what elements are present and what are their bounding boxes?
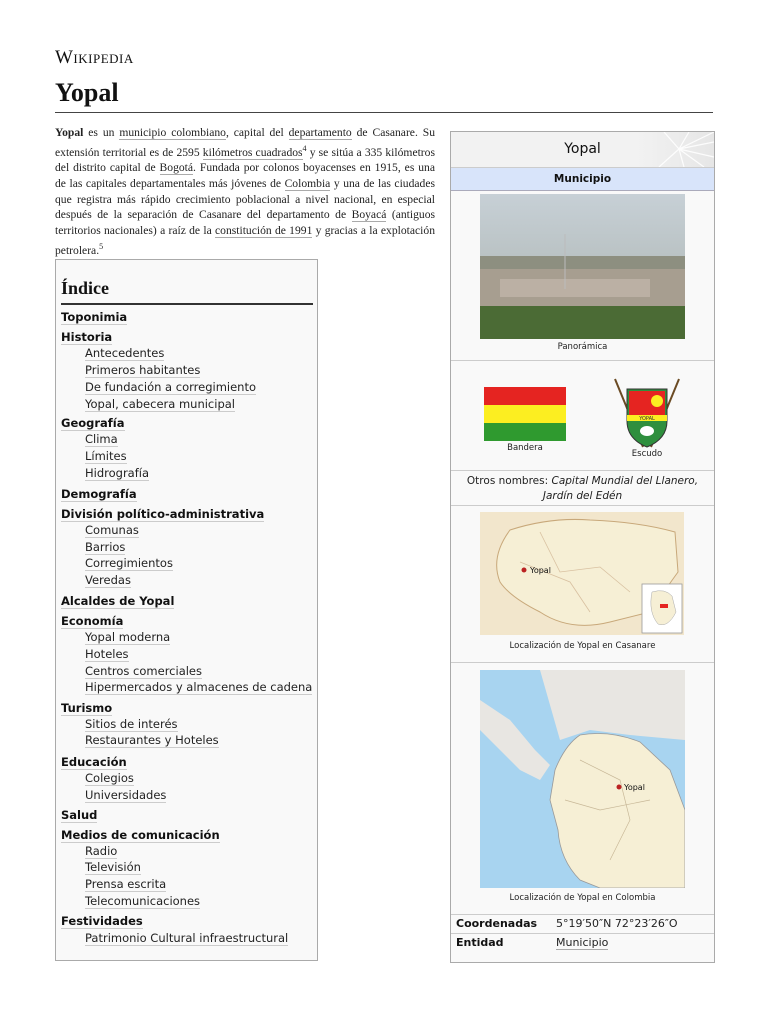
map2-marker-label: Yopal — [624, 783, 645, 792]
other-names-value-2: Jardín del Edén — [542, 490, 623, 502]
reference-4[interactable]: 4 — [302, 143, 307, 153]
intro-text: es un — [83, 126, 120, 139]
toc-item-barrios[interactable]: Barrios — [85, 540, 126, 554]
toc-item-patrimonio-cultural-infraestructural[interactable]: Patrimonio Cultural infraestructural — [85, 931, 289, 945]
link-kilometros-cuadrados[interactable]: kilómetros cuadrados — [202, 145, 303, 159]
toc-item-toponimia[interactable]: Toponimia — [61, 310, 128, 324]
toc-item-radio[interactable]: Radio — [85, 844, 118, 858]
other-names — [451, 474, 714, 504]
shield-image[interactable] — [613, 377, 681, 450]
toc-divider — [61, 303, 313, 305]
coordinates-value[interactable]: 5°19′50″N 72°23′26″O — [556, 917, 678, 930]
panorama-image[interactable] — [480, 194, 685, 339]
toc-item-educacion[interactable]: Educación — [61, 755, 127, 769]
toc-item-salud[interactable]: Salud — [61, 808, 98, 822]
toc-item-primeros-habitantes[interactable]: Primeros habitantes — [85, 363, 201, 377]
intro-text: de Casanare. Su extensión territorial es de 2595 — [55, 126, 435, 159]
reference-5[interactable]: 5 — [99, 241, 104, 251]
shield-text: YOPAL — [639, 416, 655, 422]
toc-item-hoteles[interactable]: Hoteles — [85, 647, 129, 661]
toc-item-limites[interactable]: Límites — [85, 449, 127, 463]
toc-item-medios-de-comunicacion[interactable]: Medios de comunicación — [61, 828, 220, 842]
map1-caption: Localización de Yopal en Casanare — [509, 641, 656, 651]
toc-item-comunas[interactable]: Comunas — [85, 523, 139, 537]
intro-text: y una de las ciudades que registra más rápido crecimiento poblacional a nivel nacional, en especial después de la separación de Casanare del departamento de — [55, 176, 435, 222]
toc-item-hipermercados-y-almacenes-de-cadena[interactable]: Hipermercados y almacenes de cadena — [85, 680, 313, 694]
infobox-separator — [451, 933, 714, 934]
intro-paragraph — [55, 125, 435, 258]
link-municipio[interactable]: municipio colombiano — [119, 126, 226, 139]
map1-marker-label: Yopal — [530, 566, 551, 575]
intro-text: (antiguos territorios nacionales) a raíz de la — [55, 208, 436, 238]
yopal-marker — [617, 785, 622, 790]
toc-item-universidades[interactable]: Universidades — [85, 788, 167, 802]
toc-item-antecedentes[interactable]: Antecedentes — [85, 346, 165, 360]
toc-item-yopal-cabecera-municipal[interactable]: Yopal, cabecera municipal — [85, 397, 235, 411]
link-bogota[interactable]: Bogotá — [159, 161, 194, 175]
toc-item-division-politico-administrativa[interactable]: División político-administrativa — [61, 507, 265, 521]
coordinates-label: Coordenadas — [456, 917, 538, 930]
toc-item-television[interactable]: Televisión — [85, 860, 141, 874]
yopal-marker — [522, 568, 527, 573]
toc-item-demografia[interactable]: Demografía — [61, 487, 137, 501]
intro-text: y gracias a la explotación petrolera. — [55, 224, 435, 257]
toc-item-de-fundacion-a-corregimiento[interactable]: De fundación a corregimiento — [85, 380, 256, 394]
infobox-separator — [451, 662, 714, 663]
toc-item-hidrografia[interactable]: Hidrografía — [85, 466, 150, 480]
toc-item-alcaldes-de-yopal[interactable]: Alcaldes de Yopal — [61, 594, 175, 608]
flag-image[interactable] — [484, 387, 566, 441]
toc-item-historia[interactable]: Historia — [61, 330, 113, 344]
infobox-title — [451, 132, 714, 168]
toc-item-sitios-de-interes[interactable]: Sitios de interés — [85, 717, 178, 731]
shield-caption: Escudo — [631, 449, 663, 459]
toc-item-economia[interactable]: Economía — [61, 614, 124, 628]
infobox-separator — [451, 470, 714, 471]
toc-item-colegios[interactable]: Colegios — [85, 771, 134, 785]
panorama-caption: Panorámica — [557, 342, 608, 352]
link-departamento[interactable]: departamento — [288, 126, 352, 139]
page-title: Yopal — [55, 78, 119, 107]
infobox-separator — [451, 505, 714, 506]
intro-text: . Fundada por colonos boyacenses en 1915, es una de las capitales departamentales más jóvenes de — [55, 161, 435, 190]
table-of-contents — [55, 259, 318, 961]
entity-label: Entidad — [456, 936, 504, 949]
infobox-title-text: Yopal — [564, 141, 601, 157]
link-colombia[interactable]: Colombia — [284, 176, 331, 190]
intro-text: y se sitúa a 335 kilómetros del distrito capital de — [55, 145, 435, 175]
other-names-label: Otros nombres: — [466, 475, 549, 487]
toc-item-geografia[interactable]: Geografía — [61, 416, 125, 430]
infobox-separator — [451, 914, 714, 915]
infobox-separator — [451, 360, 714, 361]
toc-item-turismo[interactable]: Turismo — [61, 701, 113, 715]
link-boyaca[interactable]: Boyacá — [351, 208, 387, 222]
toc-title: Índice — [61, 278, 110, 298]
toc-item-veredas[interactable]: Veredas — [85, 573, 131, 587]
toc-item-festividades[interactable]: Festividades — [61, 914, 143, 928]
link-constitucion[interactable]: constitución de 1991 — [215, 224, 313, 238]
toc-item-telecomunicaciones[interactable]: Telecomunicaciones — [85, 894, 201, 908]
infobox — [450, 131, 715, 963]
flag-caption: Bandera — [507, 443, 543, 453]
toc-item-yopal-moderna[interactable]: Yopal moderna — [85, 630, 171, 644]
toc-item-clima[interactable]: Clima — [85, 432, 118, 446]
toc-item-restaurantes-y-hoteles[interactable]: Restaurantes y Hoteles — [85, 733, 219, 747]
map2-caption: Localización de Yopal en Colombia — [509, 893, 656, 903]
title-divider — [55, 112, 713, 113]
other-names-value-1: Capital Mundial del Llanero, — [551, 475, 699, 487]
starburst-decoration-icon — [634, 132, 714, 167]
casanare-map[interactable] — [480, 512, 684, 635]
entity-value[interactable]: Municipio — [556, 936, 609, 949]
toc-item-corregimientos[interactable]: Corregimientos — [85, 556, 173, 570]
wikipedia-wordmark[interactable]: Wikipedia — [55, 47, 134, 68]
toc-item-centros-comerciales[interactable]: Centros comerciales — [85, 664, 202, 678]
intro-text: , capital del — [225, 126, 289, 139]
infobox-subtitle: Municipio — [451, 168, 714, 191]
intro-subject: Yopal — [55, 126, 84, 139]
toc-item-prensa-escrita[interactable]: Prensa escrita — [85, 877, 167, 891]
colombia-map[interactable] — [480, 670, 685, 888]
